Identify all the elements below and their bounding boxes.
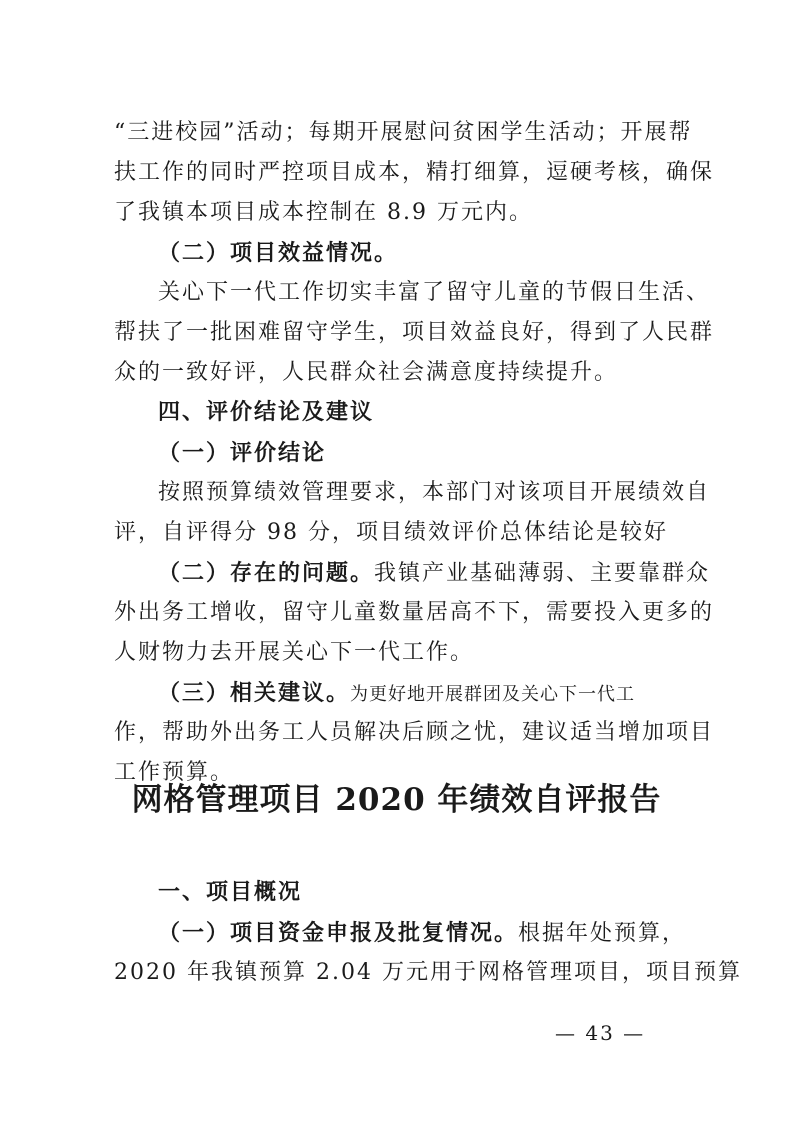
paragraph-line: 按照预算绩效管理要求，本部门对该项目开展绩效自 [158,480,711,505]
paragraph-text: 我镇产业基础薄弱、主要靠群众 [374,561,711,586]
paragraph-line-suggestions [158,678,674,710]
section-heading-overview: 一、项目概况 [158,880,303,905]
paragraph-line: 关心下一代工作切实丰富了留守儿童的节假日生活、 [158,280,711,305]
paragraph-line: 了我镇本项目成本控制在 8.9 万元内。 [114,200,533,225]
subheading-conclusion: （一）评价结论 [158,440,327,466]
paragraph-line: “三进校园”活动；每期开展慰问贫困学生活动；开展帮 [114,120,693,145]
paragraph-line: 2020 年我镇预算 2.04 万元用于网格管理项目，项目预算 [114,960,742,985]
paragraph-line: 帮扶了一批困难留守学生，项目效益良好，得到了人民群 [114,320,715,345]
paragraph-line-problems [158,558,711,589]
paragraph-line: 工作预算。 [114,760,235,785]
subheading-problems: （二）存在的问题。 [158,560,375,586]
subheading-project-benefit: （二）项目效益情况。 [158,240,399,266]
report-title: 网格管理项目 2020 年绩效自评报告 [131,782,662,818]
paragraph-text: 为更好地开展群团及关心下一代工 [350,684,636,705]
paragraph-line: 扶工作的同时严控项目成本，精打细算，逗硬考核，确保 [114,160,715,185]
paragraph-line: 外出务工增收，留守儿童数量居高不下，需要投入更多的 [114,600,715,625]
paragraph-line-funds [158,918,687,949]
section-heading-evaluation: 四、评价结论及建议 [158,400,375,425]
paragraph-text: 根据年处预算， [518,921,687,946]
paragraph-line: 作，帮助外出务工人员解决后顾之忧，建议适当增加项目 [114,720,715,745]
subheading-funds: （一）项目资金申报及批复情况。 [158,920,519,946]
paragraph-line: 人财物力去开展关心下一代工作。 [114,640,475,665]
paragraph-line: 众的一致好评，人民群众社会满意度持续提升。 [114,360,619,385]
subheading-suggestions: （三）相关建议。 [158,680,351,706]
paragraph-line: 评，自评得分 98 分，项目绩效评价总体结论是较好 [114,520,668,545]
page-number: — 43 — [555,1021,646,1045]
